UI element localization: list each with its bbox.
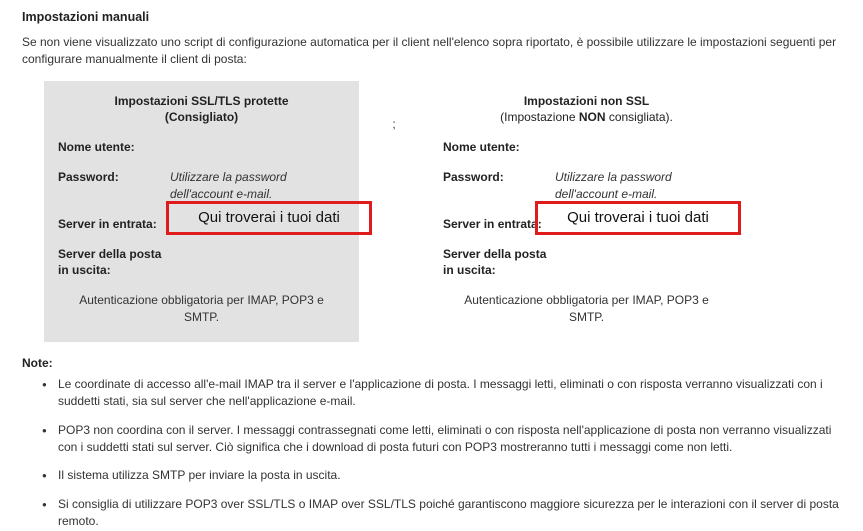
secure-settings-panel: [44, 81, 359, 342]
nonssl-username-label: Nome utente:: [443, 140, 520, 155]
secure-password-row: [58, 169, 345, 201]
secure-password-value: Utilizzare la password dell'account e-mail.: [170, 170, 287, 201]
secure-auth-note: Autenticazione obbligatoria per IMAP, POP3 e SMTP.: [79, 293, 324, 325]
nonssl-username-row: [443, 139, 730, 155]
nonssl-auth-note: Autenticazione obbligatoria per IMAP, POP3 e SMTP.: [464, 293, 709, 325]
page-title: Impostazioni manuali: [22, 10, 150, 24]
nonssl-password-label: Password:: [443, 170, 504, 185]
secure-username-row: [58, 139, 345, 155]
secure-callout-wrapper: [166, 201, 372, 235]
secure-username-label: Nome utente:: [58, 140, 135, 155]
nonssl-username-value: [555, 139, 730, 155]
secure-callout-box: Qui troverai i tuoi dati: [166, 201, 372, 235]
notes-title: Note:: [22, 355, 53, 370]
nonssl-outgoing-value: [555, 246, 730, 278]
secure-username-value: [170, 139, 345, 155]
secure-incoming-label: Server in entrata:: [58, 216, 157, 231]
settings-columns: [44, 81, 845, 342]
nonssl-title-post: consigliata).: [605, 109, 673, 124]
notes-list: [22, 376, 845, 531]
secure-panel-title-line1: Impostazioni SSL/TLS protette: [114, 93, 289, 108]
nonssl-settings-panel: [429, 81, 744, 342]
secure-panel-title-line2: (Consigliato): [164, 109, 239, 124]
nonssl-outgoing-row: [443, 246, 730, 278]
nonssl-password-value: Utilizzare la password dell'account e-mail.: [555, 170, 672, 201]
secure-panel-title: [58, 93, 345, 125]
nonssl-callout-box: Qui troverai i tuoi dati: [535, 201, 741, 235]
nonssl-panel-title: [443, 93, 730, 125]
nonssl-callout-wrapper: [535, 201, 741, 235]
secure-outgoing-label: Server della posta in uscita:: [58, 246, 162, 278]
secure-outgoing-row: [58, 246, 345, 278]
nonssl-panel-title-line2: [443, 109, 730, 125]
nonssl-title-bold: NON: [578, 109, 606, 124]
list-item: ● Le coordinate di accesso all'e-mail IMAP tra il server e l'applicazione di posta. I messaggi letti, eliminati o con risposta verranno visualizzati con i suddetti stati, sia sul server che nell'applicazione e-mail.: [56, 376, 845, 411]
column-separator: ;: [392, 116, 396, 131]
nonssl-panel-title-line1: Impostazioni non SSL: [523, 93, 650, 108]
nonssl-incoming-label: Server in entrata:: [443, 216, 542, 231]
nonssl-title-pre: (Impostazione: [500, 109, 579, 124]
intro-paragraph: Se non viene visualizzato uno script di configurazione automatica per il client nell'elenco sopra riportato, è possibile utilizzare le impostazioni seguenti per configurare manualmente il client di posta:: [22, 35, 837, 67]
list-item: ● Il sistema utilizza SMTP per inviare la posta in uscita.: [56, 467, 845, 484]
nonssl-outgoing-label: Server della posta in uscita:: [443, 246, 547, 278]
secure-outgoing-value: [170, 246, 345, 278]
list-item: ● Si consiglia di utilizzare POP3 over SSL/TLS o IMAP over SSL/TLS poiché garantiscono maggiore sicurezza per le interazioni con il server di posta remoto.: [56, 496, 845, 531]
list-item: ● POP3 non coordina con il server. I messaggi contrassegnati come letti, eliminati o con risposta nell'applicazione di posta non verranno visualizzati con i suddetti stati sul server. Ciò significa che i download di posta futuri con POP3 mostreranno tutti i messaggi come non letti.: [56, 422, 845, 457]
nonssl-password-row: [443, 169, 730, 201]
secure-password-label: Password:: [58, 170, 119, 185]
